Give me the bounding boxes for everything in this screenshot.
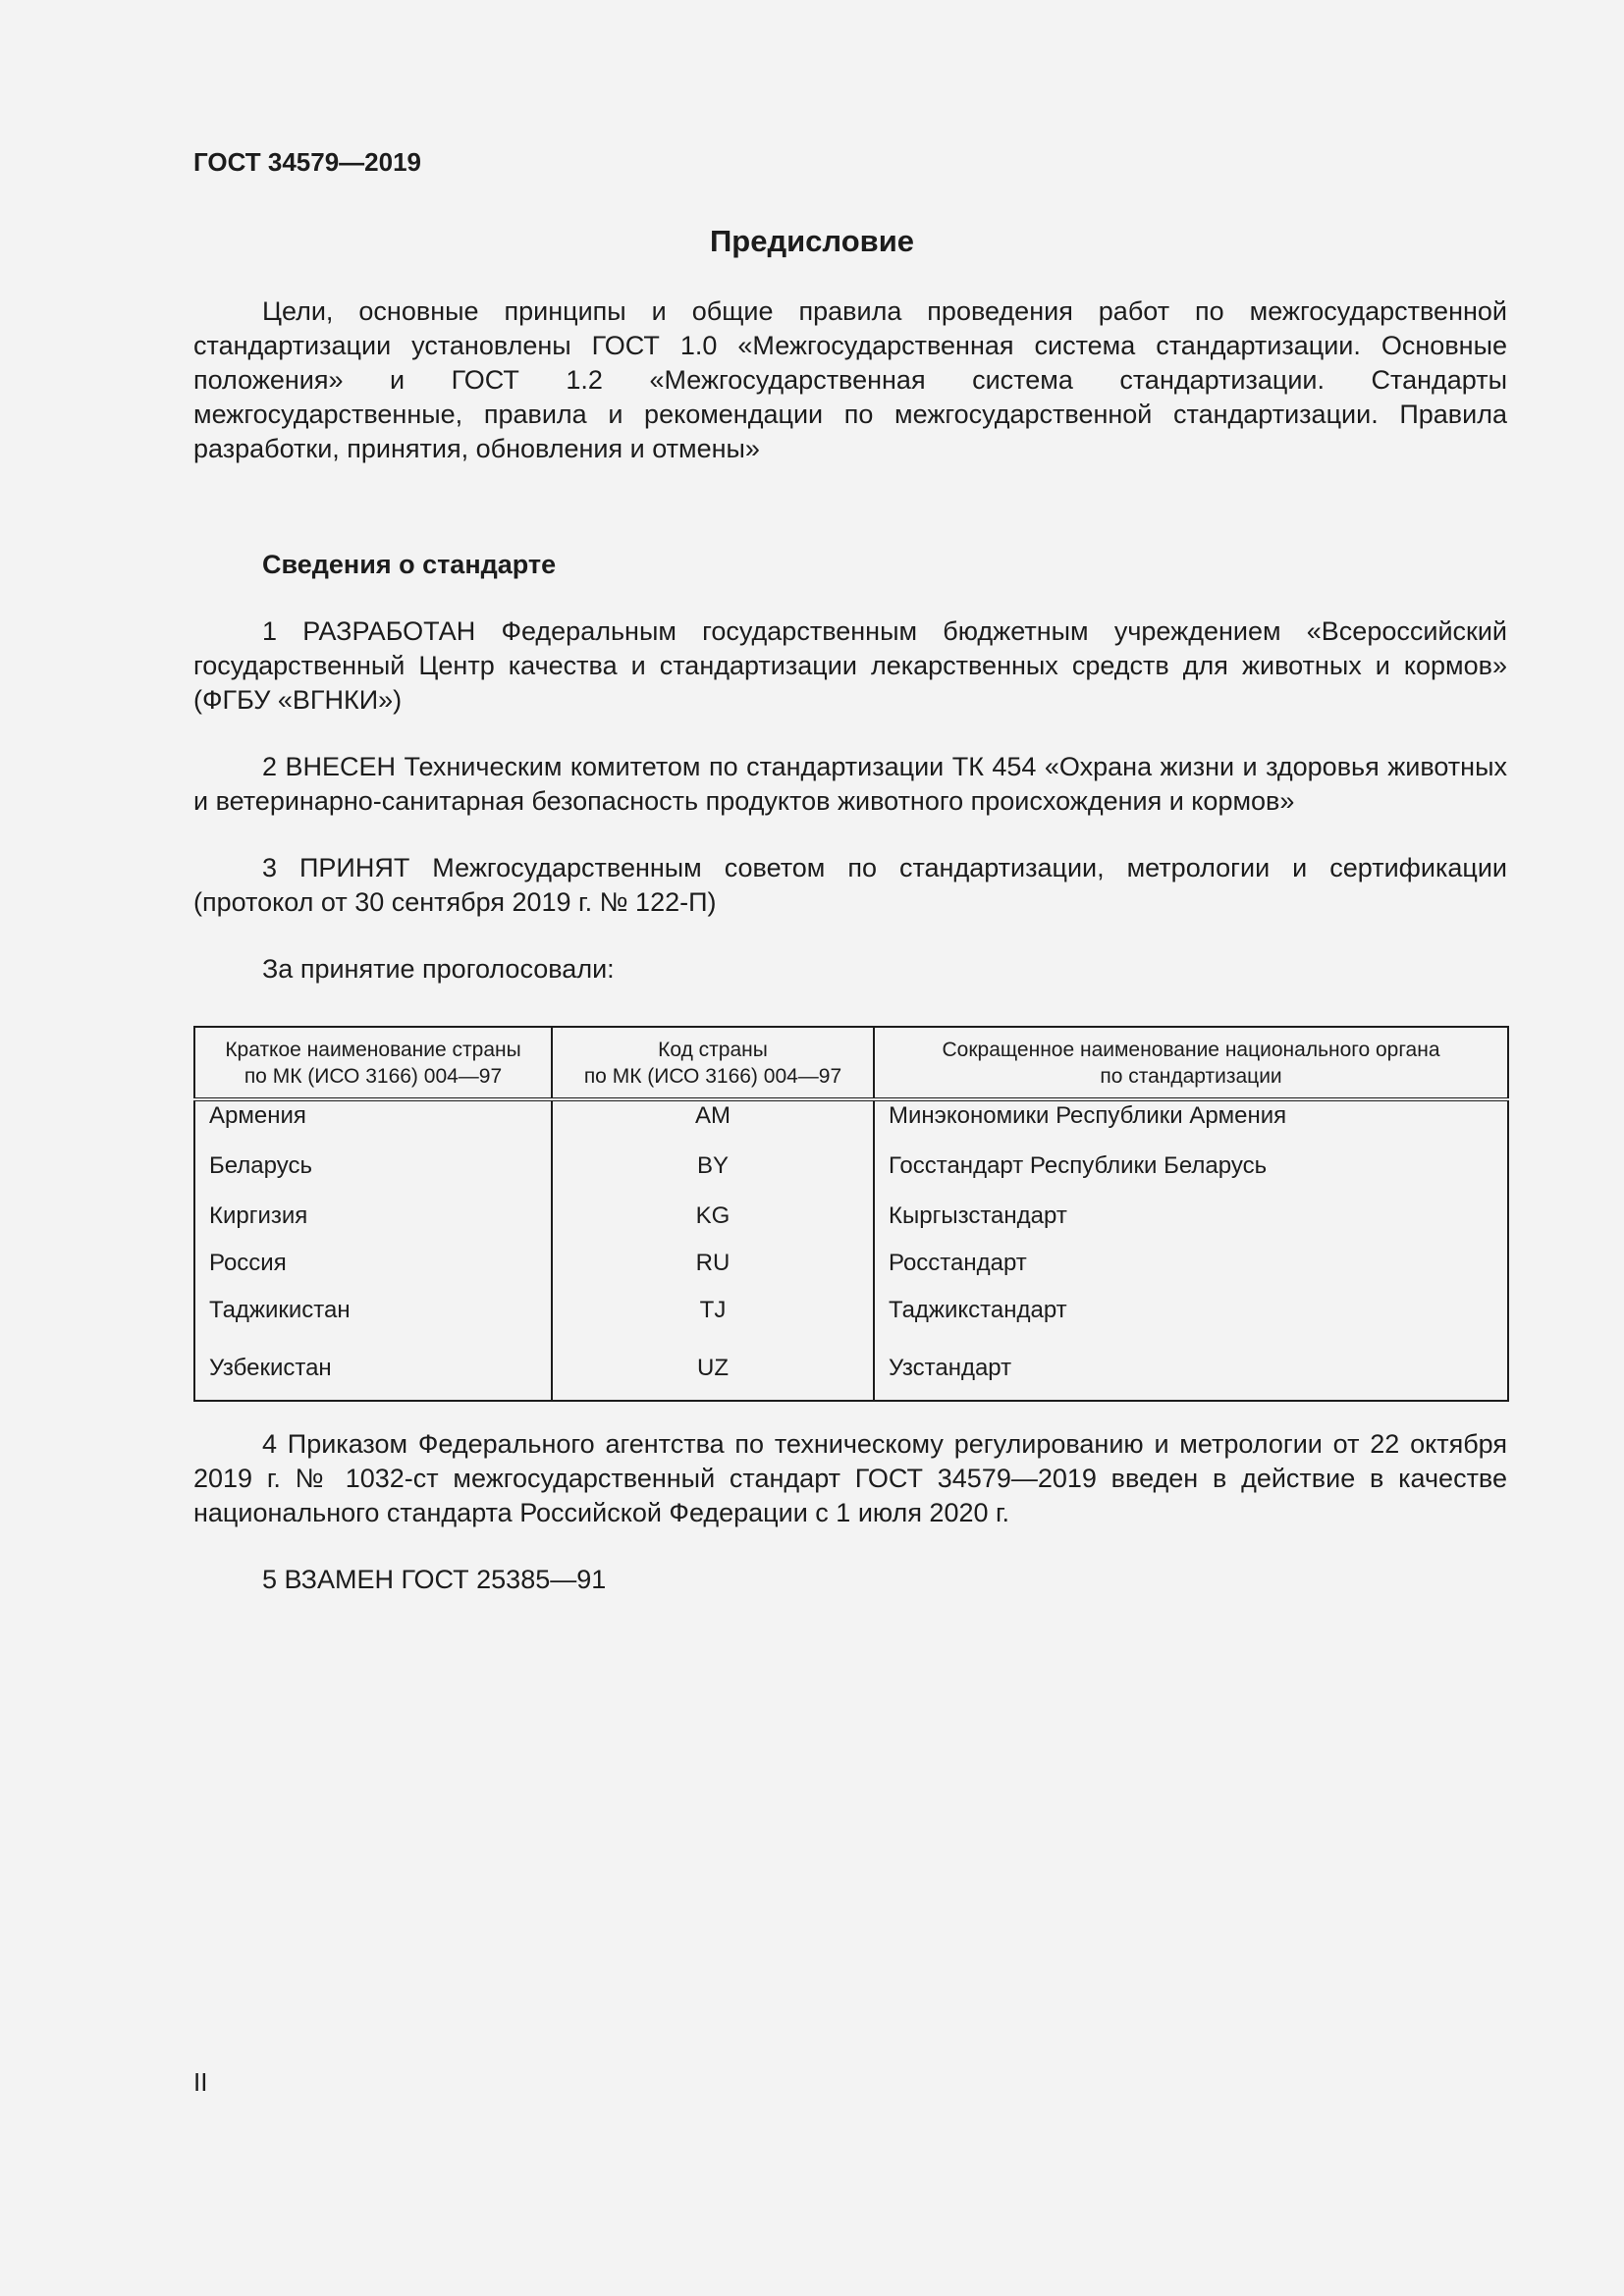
country-code: BY xyxy=(552,1141,874,1191)
table-row xyxy=(194,1241,1508,1285)
table-row xyxy=(194,1099,1508,1141)
standards-body: Росстандарт xyxy=(889,1250,1027,1276)
page-title: Предисловие xyxy=(709,224,914,258)
item-submitted: 2 ВНЕСЕН Техническим комитетом по стандартизации ТК 454 «Охрана жизни и здоровья животных и ветеринарно-санитарная безопасность продуктов животного происхождения и кормов» xyxy=(193,752,1507,816)
voting-countries-table xyxy=(193,1026,1509,1402)
country-name: Таджикистан xyxy=(194,1285,552,1335)
country-name: Узбекистан xyxy=(194,1335,552,1401)
page-content xyxy=(193,294,1507,1597)
table-row xyxy=(194,1191,1508,1241)
country-name: Армения xyxy=(194,1099,552,1141)
header-country-name: Краткое наименование страны по МК (ИСО 3166) 004—97 xyxy=(194,1027,552,1099)
standards-body: Узстандарт xyxy=(889,1354,1012,1381)
header-standards-body: Сокращенное наименование национального органа по стандартизации xyxy=(874,1027,1508,1099)
country-name: Киргизия xyxy=(194,1191,552,1241)
standards-body: Таджикстандарт xyxy=(889,1297,1067,1323)
country-code: RU xyxy=(552,1241,874,1285)
item-enacted: 4 Приказом Федерального агентства по техническому регулированию и метрологии от 22 октября 2019 г. № 1032-ст межгосударственный стандарт ГОСТ 34579—2019 введен в действие в качестве национального стандарта Российской Федерации с 1 июля 2020 г. xyxy=(193,1429,1507,1527)
table-row xyxy=(194,1335,1508,1401)
country-code: AM xyxy=(552,1099,874,1141)
page-number: II xyxy=(193,2067,208,2097)
preface-paragraph: Цели, основные принципы и общие правила проведения работ по межгосударственной стандартизации установлены ГОСТ 1.0 «Межгосударственная система стандартизации. Основные положения» и ГОСТ 1.2 «Межгосударственная система стандартизации. Стандарты межгосударственные, правила и рекомендации по межгосударственной стандартизации. Правила разработки, принятия, обновления и отмены» xyxy=(193,296,1507,463)
standards-body: Кыргызстандарт xyxy=(889,1202,1067,1229)
table-row xyxy=(194,1285,1508,1335)
header-country-code: Код страны по МК (ИСО 3166) 004—97 xyxy=(552,1027,874,1099)
country-name: Беларусь xyxy=(194,1141,552,1191)
section-heading: Сведения о стандарте xyxy=(262,550,557,579)
item-replaces: 5 ВЗАМЕН ГОСТ 25385—91 xyxy=(262,1565,607,1594)
country-code: UZ xyxy=(552,1335,874,1401)
country-code: TJ xyxy=(552,1285,874,1335)
item-adopted: 3 ПРИНЯТ Межгосударственным советом по стандартизации, метрологии и сертификации (протокол от 30 сентября 2019 г. № 122-П) xyxy=(193,853,1507,917)
table-row xyxy=(194,1141,1508,1191)
country-name: Россия xyxy=(194,1241,552,1285)
standards-body: Госстандарт Республики Беларусь xyxy=(889,1152,1268,1179)
document-number: ГОСТ 34579—2019 xyxy=(193,147,421,177)
country-code: KG xyxy=(552,1191,874,1241)
standards-body: Минэкономики Республики Армения xyxy=(889,1102,1287,1129)
vote-intro: За принятие проголосовали: xyxy=(262,954,615,984)
table-header-row xyxy=(194,1027,1508,1099)
item-developed: 1 РАЗРАБОТАН Федеральным государственным бюджетным учреждением «Всероссийский государственный Центр качества и стандартизации лекарственных средств для животных и кормов» (ФГБУ «ВГНКИ») xyxy=(193,616,1507,715)
